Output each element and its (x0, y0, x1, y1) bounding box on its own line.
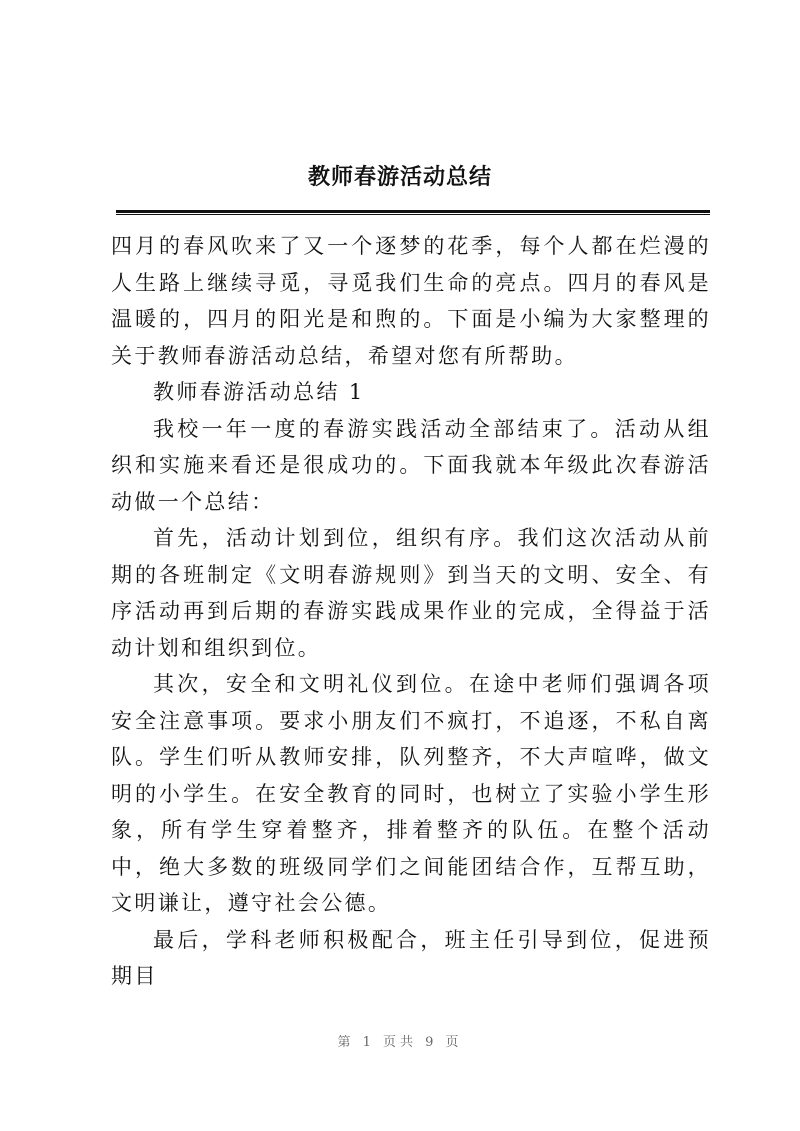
title-divider (116, 210, 710, 215)
body-paragraph: 首先，活动计划到位，组织有序。我们这次活动从前期的各班制定《文明春游规则》到当天的文明、安全、有序活动再到后期的春游实践成果作业的完成，全得益于活动计划和组织到位。 (111, 526, 711, 660)
page-title: 教师春游活动总结 (307, 164, 492, 190)
page-footer: 第 1 页共 9 页 (337, 1035, 463, 1050)
intro-paragraph: 四月的春风吹来了又一个逐梦的花季，每个人都在烂漫的人生路上继续寻觅，寻觅我们生命的亮点。四月的春风是温暖的，四月的阳光是和煦的。下面是小编为大家整理的关于教师春游活动总结，希望对您有所帮助。 (111, 234, 711, 368)
body-paragraph: 最后，学科老师积极配合，班主任引导到位，促进预期目 (111, 927, 711, 988)
section-heading: 教师春游活动总结 1 (153, 380, 365, 404)
body-paragraph: 我校一年一度的春游实践活动全部结束了。活动从组织和实施来看还是很成功的。下面我就本年级此次春游活动做一个总结： (111, 416, 711, 514)
body-paragraph: 其次，安全和文明礼仪到位。在途中老师们强调各项安全注意事项。要求小朋友们不疯打，不追逐，不私自离队。学生们听从教师安排，队列整齐，不大声喧哗，做文明的小学生。在安全教育的同时，也树立了实验小学生形象，所有学生穿着整齐，排着整齐的队伍。在整个活动中，绝大多数的班级同学们之间能团结合作，互帮互助，文明谦让，遵守社会公德。 (111, 672, 711, 915)
document-body (111, 228, 711, 995)
